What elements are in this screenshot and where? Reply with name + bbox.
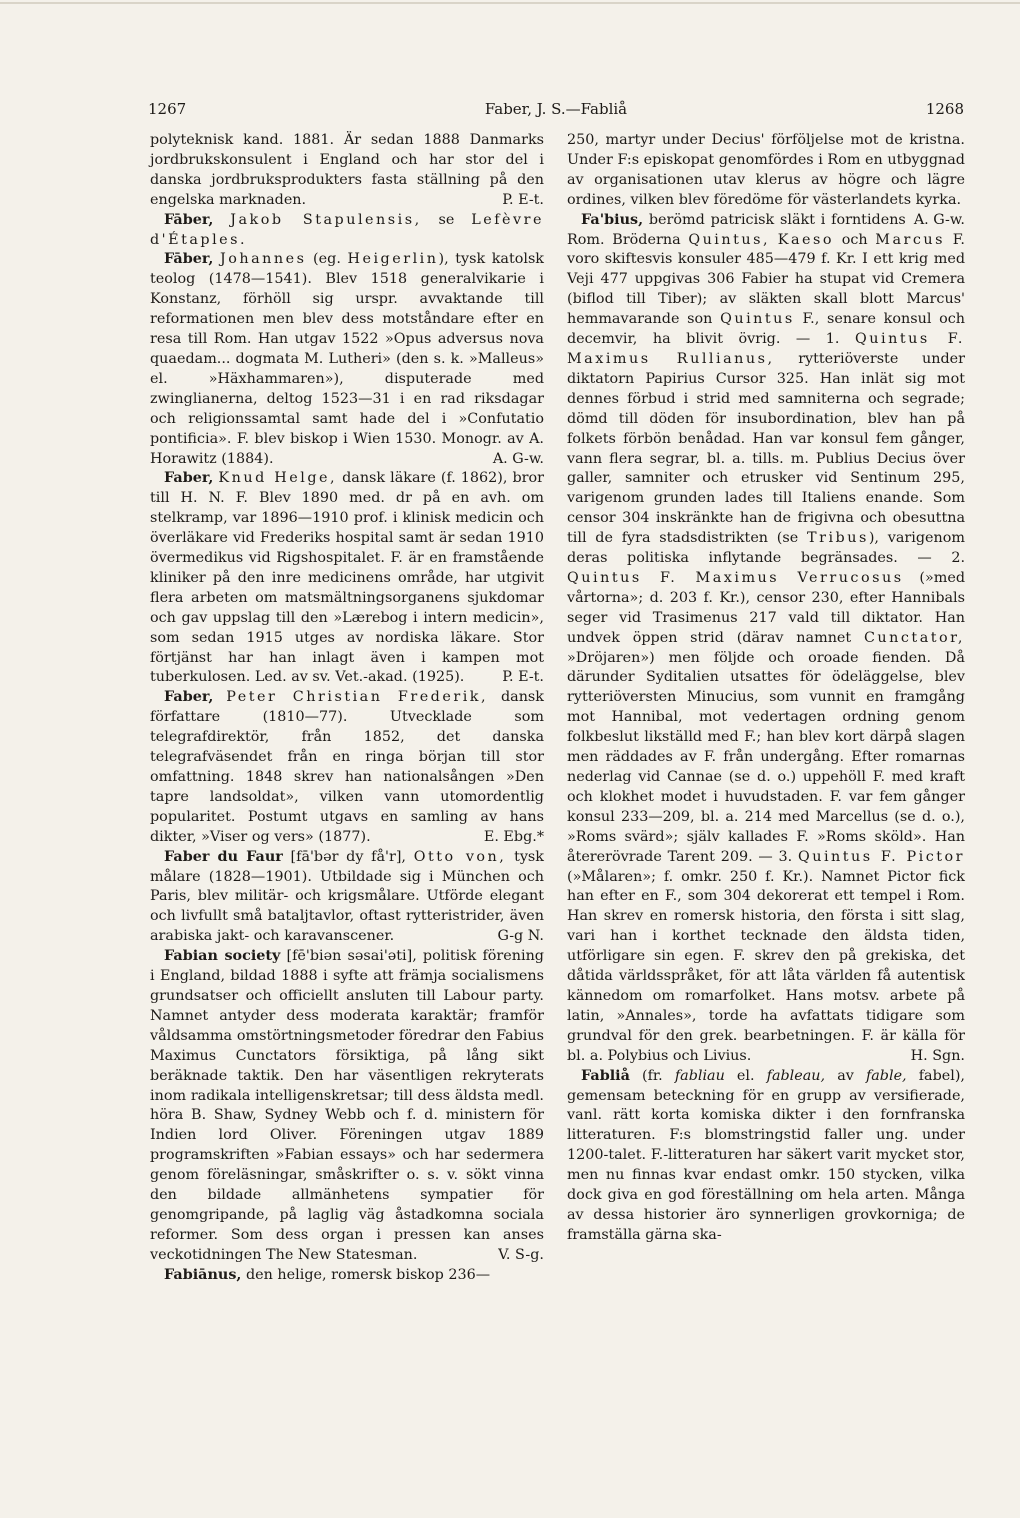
entry-text: dansk författare (1810—77). Utvecklade som telegrafdirektör, från 1852, det danska telegrafväsendet från en ringa början till stor omfattning. 1848 skrev han nationalsången »Den tapre landsoldat», vilken vann utomordentlig popularitet. Postumt utgavs en samling av hans dikter, »Viser og vers» (1877). xyxy=(150,689,544,845)
spaced-name: Quintus F. Maximus Rullianus, xyxy=(567,331,965,367)
headword: Fabian society xyxy=(164,948,281,965)
cross-reference: Tribus xyxy=(807,530,869,547)
entry-text: »Dröjaren») men följde och oroade fienden. Då därunder Syditalien utsattes för ödeläggelse, blev rytteriöversten Minucius, som vunnit en framgång mot Hannibal, mot vedertagen ordning genom folkbeslut likställd med F.; han blev kort därpå slagen men räddades av F. från undergång. Efter romarnas nederlag vid Cannae (se d. o.) uppehöll F. med kraft och klokhet modet i huvudstaden. F. var fem gånger konsul 233—209, bl. a. 214 med Marcellus (se d. o.), »Roms svärd»; själv kallades F. »Roms sköld». Han återerövrade Tarent 209. — 3. xyxy=(567,649,965,865)
entry-text: av xyxy=(825,1067,866,1084)
spaced-name: Heigerlin xyxy=(347,251,439,268)
page-header xyxy=(148,100,964,122)
spaced-name: Cunctator, xyxy=(863,629,965,646)
spaced-name: Quintus F. Maximus Verrucosus xyxy=(567,569,904,586)
right-page-number: 1268 xyxy=(925,100,964,118)
spaced-name: Quintus, xyxy=(688,231,771,248)
top-edge-line xyxy=(0,2,1020,4)
headword: Faber, xyxy=(164,470,214,487)
entry-text: och xyxy=(834,231,876,248)
signature: G-g N. xyxy=(497,928,544,945)
entry-text: ), tysk katolsk teolog (1478—1541). Blev 1518 generalvikarie i Konstanz, förhöll sig urspr. avvaktande till reformationen men blev dess motståndare efter en resa till Rom. Han utgav 1522 »Opus adversus nova quaedam... dogmata M. Lutheri» (den s. k. »Malleus» el. »Häxhammaren»), disputerade med zwinglianerna, deltog 1523—31 i en rad riksdagar och religionssamtal samt hade del i »Confutatio pontificia». F. blev biskop i Wien 1530. Monogr. av A. Horawitz (1884). xyxy=(150,251,544,467)
headword: Faber, xyxy=(164,689,214,706)
entry-text: tysk målare (1828—1901). Utbildade sig i München och Paris, blev militär- och krigsmålare. Utförde elegant och livfullt små bataljtavlor, oftast rytteristrider, även arabiska jakt- och karavanscener. xyxy=(150,848,544,945)
entry-text xyxy=(770,232,778,248)
spaced-name: Otto von, xyxy=(413,848,507,865)
spaced-name: Quintus F. Pictor xyxy=(797,848,965,865)
signature: A. G-w. xyxy=(913,211,965,228)
continued-entry xyxy=(150,131,544,211)
headword: Fabliå xyxy=(581,1067,630,1084)
entry-faber-peter xyxy=(150,688,544,847)
entry-faber-jakob xyxy=(150,211,544,251)
left-column xyxy=(150,131,544,1286)
signature: P. E-t. xyxy=(502,191,544,208)
spaced-name: Johannes xyxy=(219,251,307,268)
headword: Faber du Faur xyxy=(164,848,283,865)
entry-text: den helige, romersk biskop 236— xyxy=(241,1266,491,1283)
entry-text: F., senare konsul och decemvir, ha blivit övrig. — 1. xyxy=(567,311,966,348)
spaced-name: Quintus xyxy=(720,311,795,328)
entry-fablia xyxy=(567,1067,965,1246)
entry-text: (»med vårtorna»; d. 203 f. Kr.), censor 230, efter Hannibals seger vid Trasimenus 217 vald till diktator. Han undvek öppen strid (därav namnet xyxy=(567,569,965,646)
entry-fabianus xyxy=(150,1266,544,1286)
left-page-number: 1267 xyxy=(148,100,187,118)
entry-text: polyteknisk kand. 1881. Är sedan 1888 Danmarks jordbrukskonsulent i England och har stor del i danska jordbruksprodukters fasta ställning på den engelska marknaden. xyxy=(150,132,544,208)
signature: H. Sgn. xyxy=(910,1047,965,1064)
headword: Fāber, xyxy=(164,251,214,268)
entry-faber-johannes xyxy=(150,250,544,469)
entry-text: 250, martyr under Decius' förföljelse mot de kristna. Under F:s episkopat genomfördes i Rom en utbyggnad av organisationen utav klerus av högre och lägre ordines, vilken blev föredöme för västerlandets kyrka. xyxy=(567,132,965,208)
entry-text: (fr. xyxy=(629,1067,675,1084)
entry-text: dansk läkare (f. 1862), bror till H. N. F. Blev 1890 med. dr på en avh. om stelkramp, var 1896—1910 prof. i klinisk medicin och överläkare vid Frederiks hospital samt är sedan 1910 övermedikus vid Rigshospitalet. F. är en framstående kliniker på den inre medicinens område, har utgivit flera arbeten om matsmältningsorganens sjukdomar och gav uppslag till den »Lærebog i intern medicin», som sedan 1915 utges av nordiska läkare. Stor förtjänst har han inlagt även i kampen mot tuberkulosen. Led. av sv. Vet.-akad. (1925). xyxy=(150,470,545,686)
entry-text: (»Målaren»; f. omkr. 250 f. Kr.). Namnet Pictor fick han efter en F., som 304 dekorerat ett tempel i Rom. Han skrev en romersk historia, den första i sitt slag, vari han i korthet tecknade den äldsta tiden, utförligare sin egen. F. skrev den på grekiska, det dåtida världsspråket, för att låta världen få autentisk kännedom om romarfolket. Hans motsv. arbete på latin, »Annales», torde ha avfattats tidigare som grundval för den grek. bearbetningen. F. är källa för bl. a. Polybius och Livius. xyxy=(567,868,965,1064)
entry-fabian-society xyxy=(150,947,544,1266)
spaced-name: Jakob Stapulensis, xyxy=(230,211,422,228)
spaced-name: Marcus xyxy=(875,231,946,248)
entry-fabius xyxy=(567,211,965,1067)
entry-text: el. xyxy=(724,1067,767,1084)
signature: V. S-g. xyxy=(498,1246,544,1263)
entry-faber-knud xyxy=(150,469,544,688)
signature: E. Ebg.* xyxy=(483,828,544,845)
entry-text: F. voro skiftesvis konsuler 485—479 f. Kr. I ett krig med Veji 477 uppgivas 306 Fabier ha stupat vid Cremera (biflod till Tiber); av släkten skall blott Marcus' hemmavarande son xyxy=(567,231,965,328)
entry-text: ), varigenom deras politiska inflytande begränsades. — 2. xyxy=(567,530,965,567)
entry-text: (eg. xyxy=(306,251,348,268)
spaced-name: Peter Christian Frederik, xyxy=(226,689,489,706)
headword: Fāber, xyxy=(164,211,214,228)
cross-reference: Lefèvre d'Étaples. xyxy=(150,211,544,248)
entry-text: [fā'bər dy få'r], xyxy=(282,848,414,865)
headword: Fa'bius, xyxy=(581,211,644,228)
spaced-name: Kaeso xyxy=(777,231,835,248)
italic-term: fableau, xyxy=(766,1067,826,1084)
spaced-name: Knud Helge, xyxy=(218,470,338,487)
running-title: Faber, J. S.—Fabliå xyxy=(484,100,628,118)
entry-faber-du-faur xyxy=(150,848,544,948)
right-column xyxy=(567,131,965,1246)
entry-text: fabel), gemensam beteckning för en grupp av versifierade, vanl. rätt korta komiska dikter i den fornfranska litteraturen. F:s blomstringstid faller ung. under 1200-talet. F.-litteraturen har säkert varit mycket stor, men nu finnas kvar endast omkr. 150 stycken, vilka dock giva en god föreställning om hela arten. Många av dessa historier äro synnerligen grovkorniga; de framställa gärna ska- xyxy=(567,1067,965,1243)
entry-text: rytteriöverste under diktatorn Papirius Cursor 325. Han inlät sig mot dennes förbud i strid med samniterna och segrade; dömd till döden för insubordination, blev han på folkets förbön benådad. Han var konsul fem gånger, vann flera segrar, bl. a. tills. m. Publius Decius över galler, samniter och etrusker vid Sentinum 295, varigenom grunden lades till Italiens enande. Som censor 304 inskränkte han de frigivna och obesuttna till de fyra stadsdistrikten (se xyxy=(567,350,965,547)
entry-text: berömd patricisk släkt i forntidens Rom. Bröderna xyxy=(567,211,906,248)
signature: P. E-t. xyxy=(502,669,544,686)
entry-text: [fē'biən səsai'əti], politisk förening i England, bildad 1888 i syfte att främja socialismens grundsatser och officiellt ansluten till Labour party. Namnet antyder dess moderata karaktär; framför våldsamma omstörtningsmetoder föredrar den Fabius Maximus Cunctators försiktiga, på lång sikt beräknade taktik. Den har väsentligen rekryterats inom radikala intelligenskretsar; till dess äldsta medl. höra B. Shaw, Sydney Webb och f. d. ministern för Indien lord Oliver. Föreningen utgav 1889 programskriften »Fabian essays» och har sedermera genom föreläsningar, småskrifter o. s. v. sökt vinna den bildade allmänhetens sympatier för genomgripande, på laglig väg åstadkomna sociala reformer. Som dess organ i pressen kan anses veckotidningen The New Statesman. xyxy=(150,948,544,1263)
italic-term: fable, xyxy=(865,1067,907,1084)
italic-term: fabliau xyxy=(674,1067,725,1084)
entry-text: se xyxy=(421,211,472,228)
signature: A. G-w. xyxy=(492,450,544,467)
headword: Fabiānus, xyxy=(164,1266,242,1283)
